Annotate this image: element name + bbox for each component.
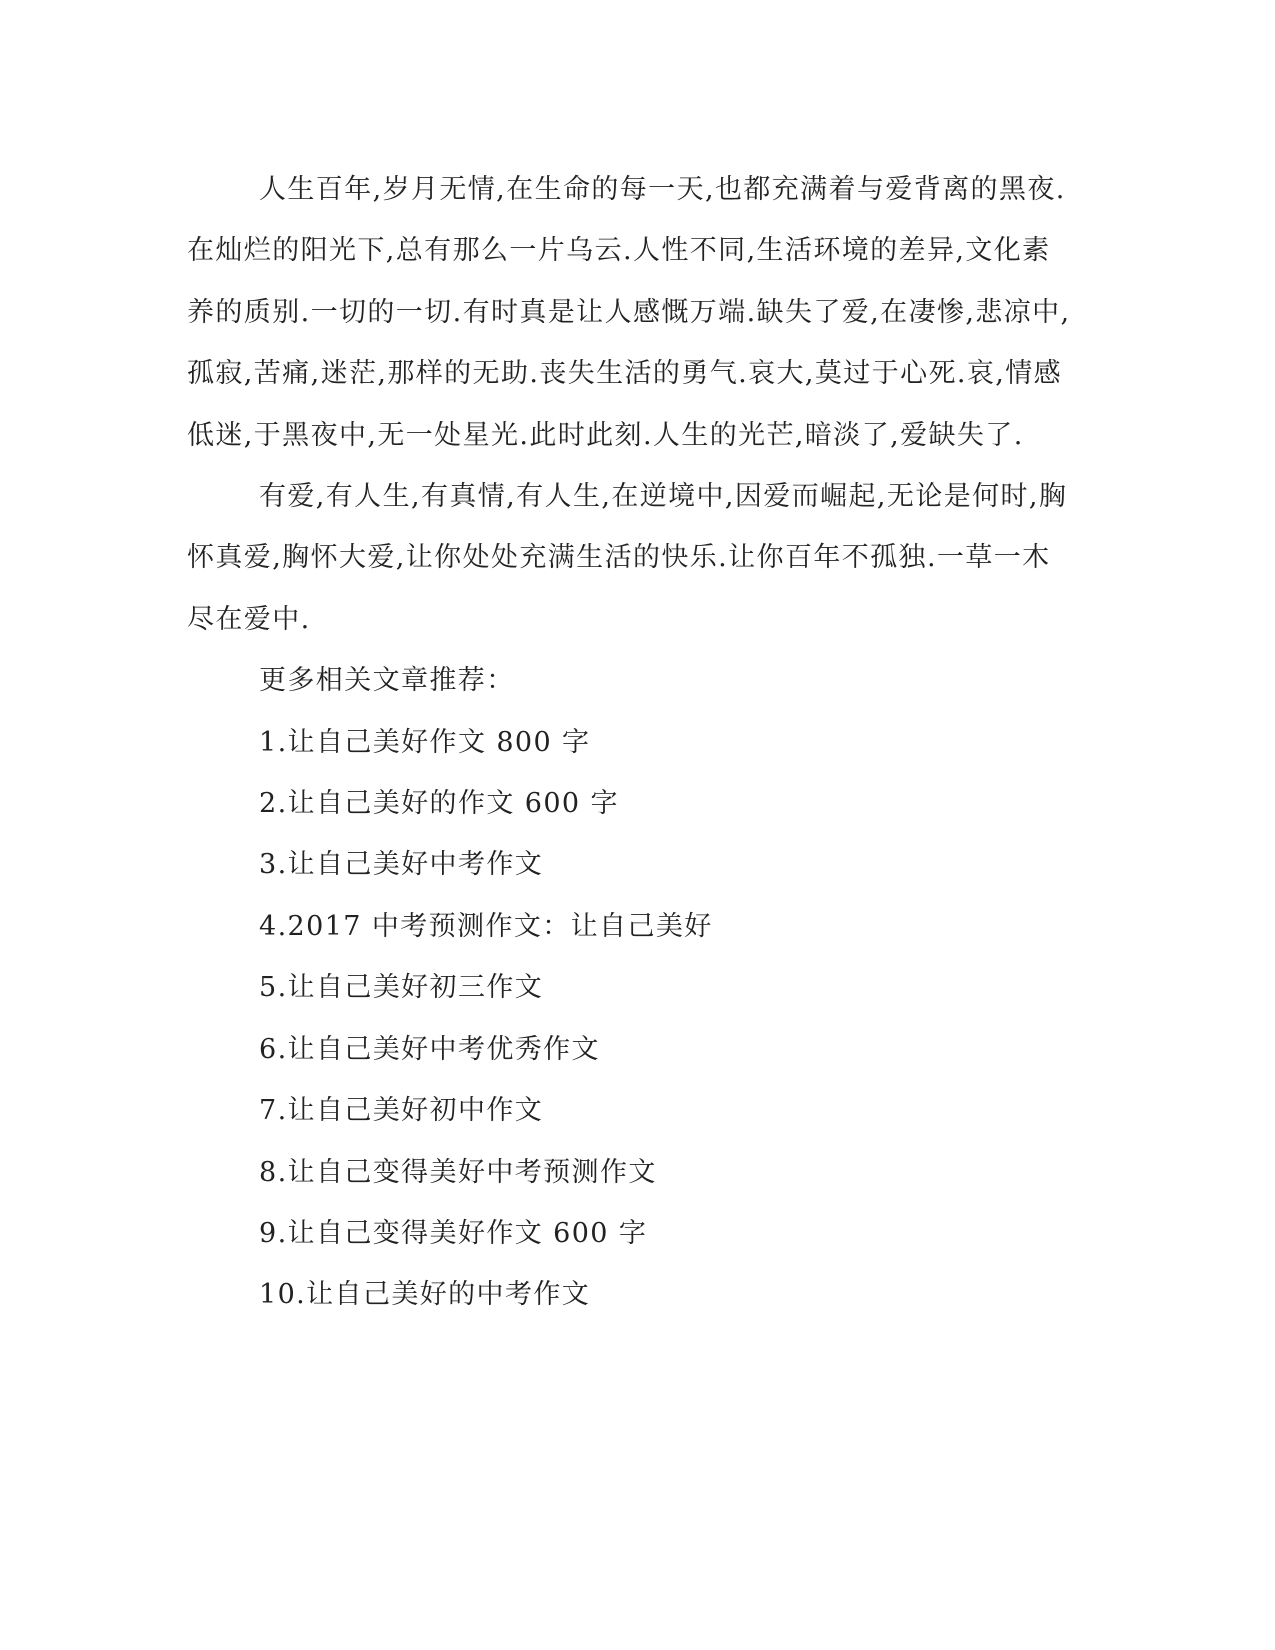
related-article-link[interactable]: 8.让自己变得美好中考预测作文 xyxy=(259,1156,657,1188)
related-article-link[interactable]: 4.2017 中考预测作文：让自己美好 xyxy=(259,910,713,942)
related-article-link[interactable]: 10.让自己美好的中考作文 xyxy=(259,1279,591,1311)
essay-paragraph-2 xyxy=(187,466,1067,650)
paragraph-line: 孤寂,苦痛,迷茫,那样的无助.丧失生活的勇气.哀大,莫过于心死.哀,情感 xyxy=(187,358,1063,390)
related-articles-list xyxy=(187,712,1067,1326)
related-article-link[interactable]: 5.让自己美好初三作文 xyxy=(259,972,544,1004)
related-article-link[interactable]: 1.让自己美好作文 800 字 xyxy=(259,726,591,758)
paragraph-line: 有爱,有人生,有真情,有人生,在逆境中,因爱而崛起,无论是何时,胸 xyxy=(259,481,1068,513)
related-article-link[interactable]: 7.让自己美好初中作文 xyxy=(259,1095,544,1127)
related-article-link[interactable]: 2.让自己美好的作文 600 字 xyxy=(259,788,619,820)
paragraph-line: 养的质别.一切的一切.有时真是让人感慨万端.缺失了爱,在凄惨,悲凉中, xyxy=(187,296,1071,328)
document-body xyxy=(187,159,1071,1326)
paragraph-line: 人生百年,岁月无情,在生命的每一天,也都充满着与爱背离的黑夜. xyxy=(259,174,1066,205)
paragraph-line: 尽在爱中. xyxy=(187,603,311,635)
essay-paragraph-1 xyxy=(187,159,1071,466)
related-articles-heading: 更多相关文章推荐： xyxy=(259,665,515,697)
paragraph-line: 在灿烂的阳光下,总有那么一片乌云.人性不同,生活环境的差异,文化素 xyxy=(187,235,1051,267)
paragraph-line: 低迷,于黑夜中,无一处星光.此时此刻.人生的光芒,暗淡了,爱缺失了. xyxy=(187,419,1024,451)
related-article-link[interactable]: 6.让自己美好中考优秀作文 xyxy=(259,1033,600,1065)
related-article-link[interactable]: 9.让自己变得美好作文 600 字 xyxy=(259,1217,648,1249)
related-article-link[interactable]: 3.让自己美好中考作文 xyxy=(259,849,544,881)
paragraph-line: 怀真爱,胸怀大爱,让你处处充满生活的快乐.让你百年不孤独.一草一木 xyxy=(187,542,1051,574)
